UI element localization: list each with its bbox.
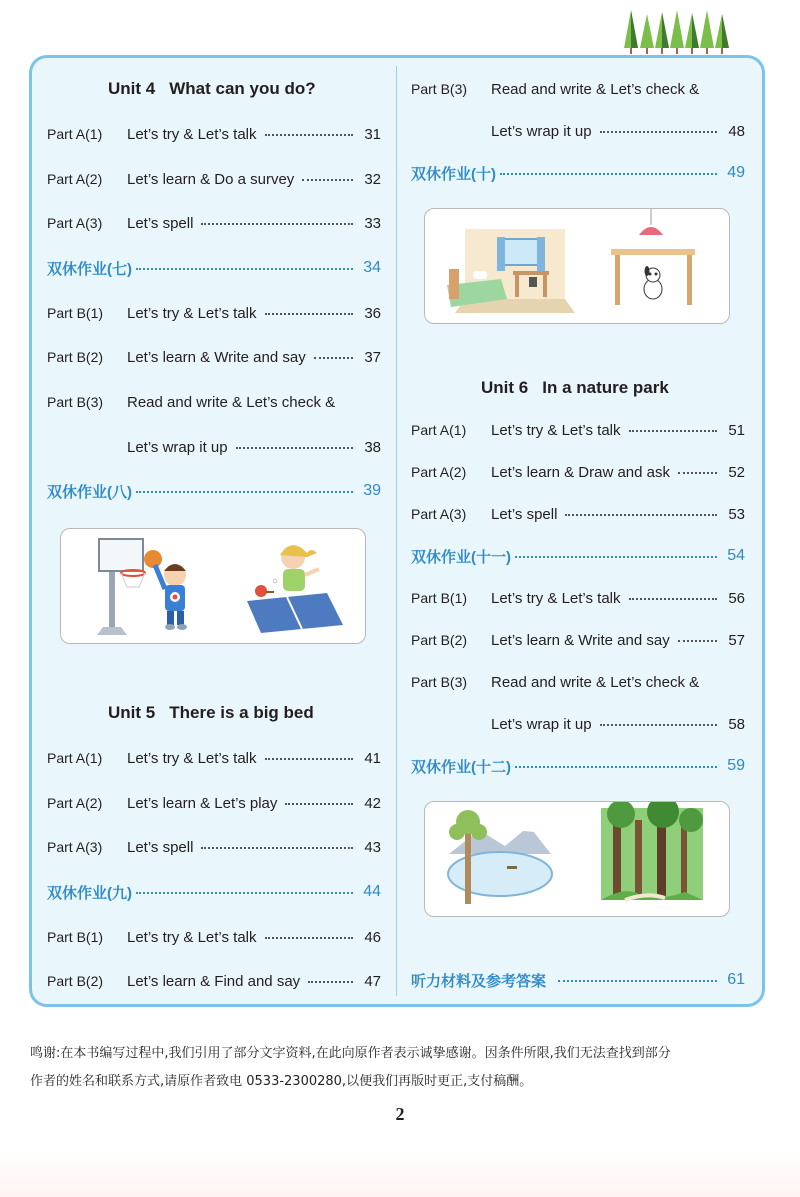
toc-entry-37[interactable]: Part B(2) Let’s learn & Write and say 37 <box>47 348 381 366</box>
toc-entry-46[interactable]: Part B(1) Let’s try & Let’s talk 46 <box>47 928 381 946</box>
bedroom-scene-image <box>425 209 729 323</box>
unit5-number: Unit 5 <box>108 703 156 722</box>
toc-entry-38-line1[interactable]: Part B(3) Read and write & Let’s check & <box>47 393 336 411</box>
toc-entry-51[interactable]: Part A(1) Let’s try & Let’s talk 51 <box>411 421 745 439</box>
toc-entry-52[interactable]: Part A(2) Let’s learn & Draw and ask 52 <box>411 463 745 481</box>
toc-entry-53[interactable]: Part A(3) Let’s spell 53 <box>411 505 745 523</box>
sports-illustration <box>60 528 366 644</box>
toc-entry-42[interactable]: Part A(2) Let’s learn & Let’s play 42 <box>47 794 381 812</box>
toc-entry-47[interactable]: Part B(2) Let’s learn & Find and say 47 <box>47 972 381 990</box>
toc-entry-56[interactable]: Part B(1) Let’s try & Let’s talk 56 <box>411 589 745 607</box>
footer-band <box>0 1150 800 1197</box>
unit6-heading <box>481 378 669 398</box>
toc-answers-61[interactable]: 听力材料及参考答案 61 <box>411 971 745 990</box>
toc-homework-59[interactable]: 双休作业(十二) 59 <box>411 757 745 776</box>
toc-entry-58[interactable]: Let’s wrap it up 58 <box>491 715 745 733</box>
acknowledgement-line1: 鸣谢:在本书编写过程中,我们引用了部分文字资料,在此向原作者表示诚挚感谢。因条件所限,我们无法查找到部分 <box>30 1046 671 1061</box>
page-number: 2 <box>395 1104 405 1124</box>
trees-decoration-icon <box>622 10 732 54</box>
toc-entry-32[interactable]: Part A(2) Let’s learn & Do a survey 32 <box>47 170 381 188</box>
sports-scene-image <box>61 529 365 643</box>
unit4-number: Unit 4 <box>108 79 156 98</box>
toc-entry-33[interactable]: Part A(3) Let’s spell 33 <box>47 214 381 232</box>
toc-entry-58-line1[interactable]: Part B(3) Read and write & Let’s check & <box>411 673 700 691</box>
toc-homework-54[interactable]: 双休作业(十一) 54 <box>411 547 745 566</box>
toc-homework-39[interactable]: 双休作业(八) 39 <box>47 482 381 501</box>
bedroom-illustration <box>424 208 730 324</box>
unit6-title: In a nature park <box>542 378 669 397</box>
acknowledgement-text <box>30 1040 770 1096</box>
toc-entry-48-line1[interactable]: Part B(3) Read and write & Let’s check & <box>411 80 700 98</box>
column-divider <box>396 66 397 996</box>
unit4-title: What can you do? <box>169 79 316 98</box>
unit5-title: There is a big bed <box>169 703 314 722</box>
toc-homework-34[interactable]: 双休作业(七) 34 <box>47 259 381 278</box>
nature-illustration <box>424 801 730 917</box>
toc-homework-49[interactable]: 双休作业(十) 49 <box>411 164 745 183</box>
unit5-heading <box>108 703 314 723</box>
toc-entry-41[interactable]: Part A(1) Let’s try & Let’s talk 41 <box>47 749 381 767</box>
toc-entry-36[interactable]: Part B(1) Let’s try & Let’s talk 36 <box>47 304 381 322</box>
toc-entry-48[interactable]: Let’s wrap it up 48 <box>491 122 745 140</box>
toc-entry-31[interactable]: Part A(1) Let’s try & Let’s talk 31 <box>47 125 381 143</box>
toc-entry-38[interactable]: Let’s wrap it up 38 <box>127 438 381 456</box>
unit4-heading <box>108 79 316 99</box>
toc-homework-44[interactable]: 双休作业(九) 44 <box>47 883 381 902</box>
nature-scene-image <box>425 802 729 916</box>
toc-entry-43[interactable]: Part A(3) Let’s spell 43 <box>47 838 381 856</box>
toc-entry-57[interactable]: Part B(2) Let’s learn & Write and say 57 <box>411 631 745 649</box>
unit6-number: Unit 6 <box>481 378 529 397</box>
acknowledgement-line2: 作者的姓名和联系方式,请原作者致电 0533-2300280,以便我们再版时更正,支付稿酬。 <box>30 1074 533 1089</box>
